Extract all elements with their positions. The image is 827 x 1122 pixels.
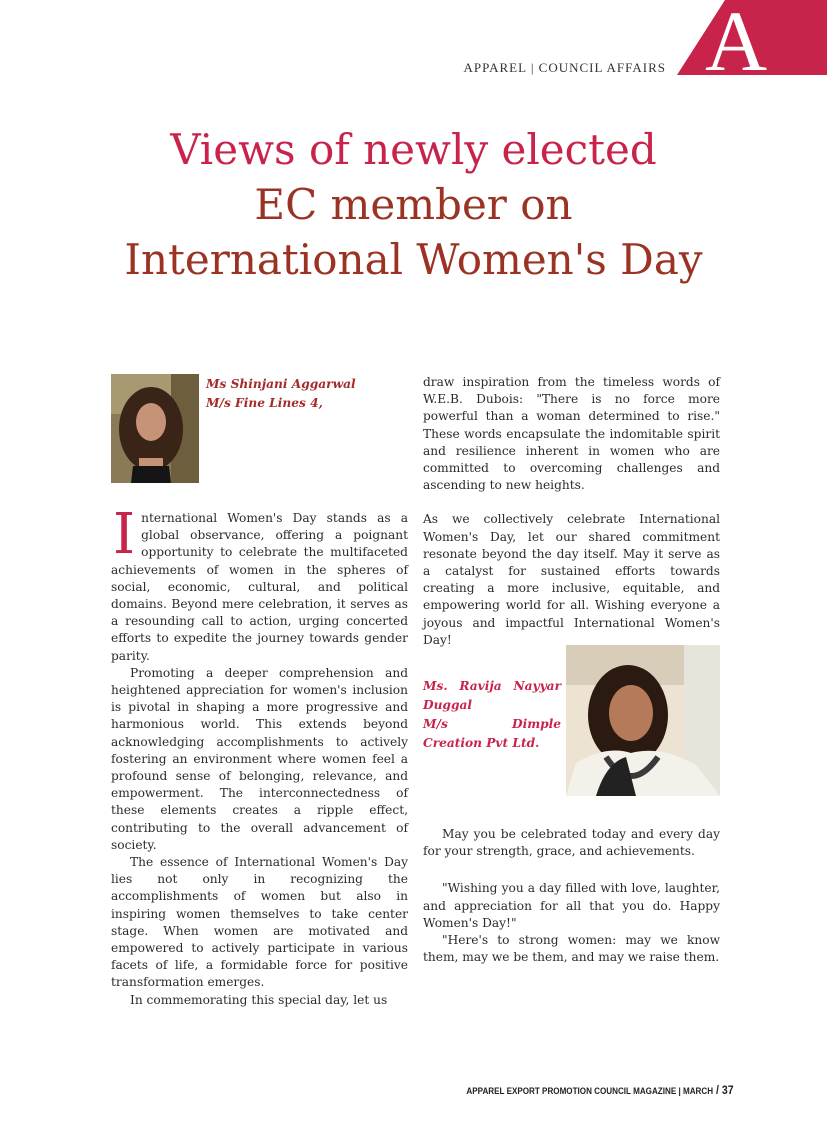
paragraph-text: nternational Women's Day stands as a global observance, offering a poignant opportunity to celebrate the multifaceted achievements of women in the spheres of social, economic, cultural, and political domains. Beyond mere celebration, it serves as a resounding call to action, urging concerted efforts to expedite the journey towards gender parity. (111, 511, 408, 663)
page-footer (467, 1083, 734, 1097)
drop-cap: I (113, 502, 136, 567)
paragraph: Promoting a deeper comprehension and heightened appreciation for women's inclusion is pivotal in shaping a more progressive and harmonious world. This extends beyond acknowledging accomplishments to actively fostering an environment where women feel a profound sense of belonging, relevance, and empowerment. The interconnectedness of these elements creates a ripple effect, contributing to the overall advancement of society. (111, 665, 408, 852)
member2-photo (566, 645, 720, 796)
title-line-3: International Women's Day (124, 235, 703, 284)
paragraph: draw inspiration from the timeless words of W.E.B. Dubois: "There is no force more powerful than a woman determined to rise." These words encapsulate the indomitable spirit and resilience inherent in women who are committed to overcoming challenges and ascending to new heights. (423, 375, 720, 493)
logo-letter: A (705, 0, 768, 75)
right-column-lower (423, 826, 720, 966)
magazine-logo (677, 0, 827, 75)
page-number: 37 (722, 1083, 734, 1097)
member2-byline (423, 677, 561, 753)
section-label: APPAREL | COUNCIL AFFAIRS (463, 60, 666, 75)
article-title (60, 122, 767, 287)
paragraph: May you be celebrated today and every day for your strength, grace, and achievements. (423, 827, 720, 859)
title-line-2: EC member on (254, 180, 573, 229)
left-column (111, 502, 408, 1009)
member1-name: Ms Shinjani Aggarwal (206, 377, 356, 391)
footer-magazine: APPAREL EXPORT PROMOTION COUNCIL MAGAZINE | MARCH (466, 1086, 714, 1096)
title-line-1: Views of newly elected (170, 125, 657, 174)
member2-company: M/s Dimple Creation Pvt Ltd. (423, 717, 561, 750)
right-column (423, 374, 720, 649)
paragraph: The essence of International Women's Day lies not only in recognizing the accomplishments of women but also in inspiring women themselves to take center stage. When women are motivated and empowered to actively participate in various facets of life, a formidable force for positive transformation emerges. (111, 855, 408, 990)
member1-photo (111, 374, 199, 483)
member1-byline (206, 375, 356, 413)
paragraph: In commemorating this special day, let us (130, 992, 388, 1007)
paragraph: "Here's to strong women: may we know them, may we be them, and may we raise them. (423, 933, 720, 965)
paragraph: "Wishing you a day filled with love, laughter, and appreciation for all that you do. Happy Women's Day!" (423, 881, 720, 930)
paragraph (111, 502, 408, 665)
footer-separator: / (713, 1083, 723, 1097)
member1-company: M/s Fine Lines 4, (206, 396, 323, 410)
member2-name: Ms. Ravija Nayyar Duggal (423, 679, 561, 712)
paragraph: As we collectively celebrate International Women's Day, let our shared commitment resonate beyond the day itself. May it serve as a catalyst for sustained efforts towards creating a more inclusive, equitable, and empowering world for all. Wishing everyone a joyous and impactful International Women's Day! (423, 512, 720, 647)
